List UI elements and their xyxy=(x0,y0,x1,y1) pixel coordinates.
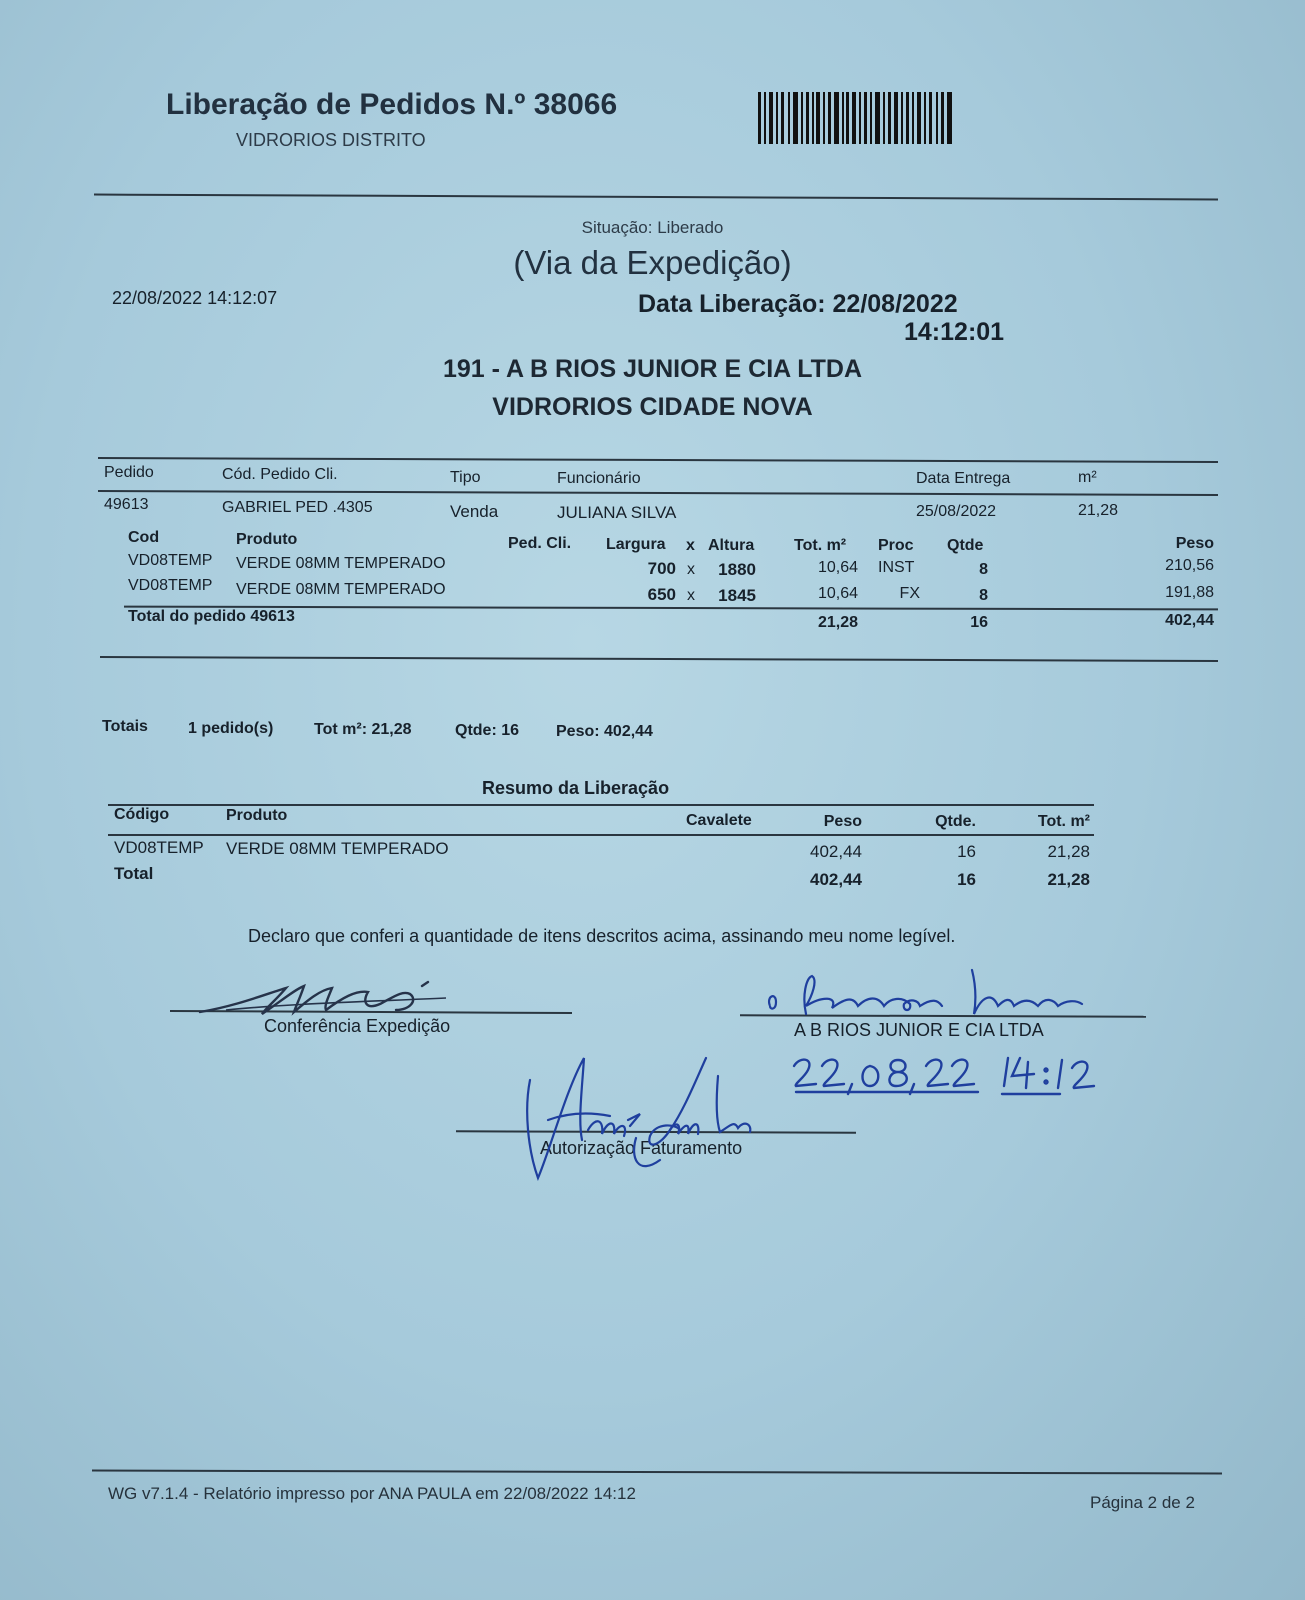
resumo-header-qtde: Qtde. xyxy=(935,813,976,830)
footer-printed-by: WG v7.1.4 - Relatório impresso por ANA PAULA em 22/08/2022 14:12 xyxy=(108,1484,636,1503)
item-row-2-cod: VD08TEMP xyxy=(128,577,213,594)
item-row-1-cod: VD08TEMP xyxy=(128,552,213,569)
item-row-2-peso: 191,88 xyxy=(1165,584,1214,601)
release-date: Data Liberação: 22/08/2022 xyxy=(638,290,958,318)
order-header-line xyxy=(98,490,1218,496)
item-row-1-x: x xyxy=(687,561,695,578)
item-header-altura: Altura xyxy=(708,537,755,554)
signature-label-conferencia: Conferência Expedição xyxy=(264,1016,451,1036)
col-header-data-entrega: Data Entrega xyxy=(916,470,1011,487)
item-row-2-proc: FX xyxy=(899,585,920,602)
item-row-2-x: x xyxy=(687,587,695,604)
issuing-company: VIDRORIOS DISTRITO xyxy=(236,130,426,150)
resumo-row-peso: 402,44 xyxy=(810,842,862,861)
item-row-2-altura: 1845 xyxy=(718,586,756,605)
item-header-proc: Proc xyxy=(878,537,914,554)
order-cod-pedido-cli: GABRIEL PED .4305 xyxy=(222,499,373,516)
col-header-funcionario: Funcionário xyxy=(557,470,641,487)
order-data-entrega: 25/08/2022 xyxy=(916,503,997,520)
item-header-largura: Largura xyxy=(606,536,666,553)
item-row-2-largura: 650 xyxy=(647,585,676,604)
signature-label-cliente: A B RIOS JUNIOR E CIA LTDA xyxy=(794,1020,1044,1040)
footer-divider xyxy=(92,1470,1222,1475)
autorizacao-handwritten-signature xyxy=(520,1050,780,1190)
item-header-cod: Cod xyxy=(128,529,160,546)
resumo-header-produto: Produto xyxy=(226,807,288,824)
item-row-1-proc: INST xyxy=(878,559,915,576)
order-tipo: Venda xyxy=(450,502,499,521)
resumo-row-tot-m2: 21,28 xyxy=(1047,842,1090,861)
totals-tot-m2: Tot m²: 21,28 xyxy=(314,721,412,738)
item-row-1-produto: VERDE 08MM TEMPERADO xyxy=(236,555,446,572)
release-time: 14:12:01 xyxy=(904,318,1005,346)
totals-label: Totais xyxy=(102,718,148,735)
order-funcionario: JULIANA SILVA xyxy=(557,503,677,522)
col-header-tipo: Tipo xyxy=(450,469,481,486)
item-row-2-qtde: 8 xyxy=(979,587,988,604)
order-table-bottom-line xyxy=(100,656,1218,662)
barcode xyxy=(758,92,958,144)
resumo-total-label: Total xyxy=(114,864,154,883)
resumo-top-line xyxy=(108,804,1094,806)
item-row-1-altura: 1880 xyxy=(718,560,756,579)
via-title: (Via da Expedição) xyxy=(513,244,792,281)
declaration-text: Declaro que conferi a quantidade de itens descritos acima, assinando meu nome legível. xyxy=(248,926,956,946)
totals-peso: Peso: 402,44 xyxy=(556,723,653,740)
conferencia-handwritten-signature xyxy=(196,980,466,1020)
footer-page-number: Página 2 de 2 xyxy=(1090,1493,1195,1512)
resumo-header-tot-m2: Tot. m² xyxy=(1037,813,1090,830)
item-row-2-tot-m2: 10,64 xyxy=(817,585,858,602)
order-total-label: Total do pedido 49613 xyxy=(128,608,295,625)
order-pedido: 49613 xyxy=(104,496,149,513)
item-row-2-produto: VERDE 08MM TEMPERADO xyxy=(236,581,446,598)
status-text: Situação: Liberado xyxy=(581,218,724,237)
resumo-total-qtde: 16 xyxy=(957,870,976,889)
col-header-pedido: Pedido xyxy=(104,464,154,481)
cliente-handwritten-signature xyxy=(762,966,1102,1022)
resumo-row-codigo: VD08TEMP xyxy=(114,838,204,857)
order-table-top-line xyxy=(98,457,1218,463)
item-row-1-tot-m2: 10,64 xyxy=(817,559,858,576)
client-name: 191 - A B RIOS JUNIOR E CIA LTDA xyxy=(442,355,863,383)
resumo-header-cavalete: Cavalete xyxy=(686,812,752,829)
order-total-tot-m2: 21,28 xyxy=(817,614,858,631)
client-branch: VIDRORIOS CIDADE NOVA xyxy=(492,393,813,421)
printed-datetime: 22/08/2022 14:12:07 xyxy=(112,288,278,308)
resumo-header-line xyxy=(108,834,1094,836)
resumo-row-qtde: 16 xyxy=(957,842,976,861)
totals-qtde: Qtde: 16 xyxy=(455,722,520,739)
order-m2: 21,28 xyxy=(1078,502,1119,519)
item-header-tot-m2: Tot. m² xyxy=(794,537,847,554)
item-header-produto: Produto xyxy=(236,531,298,548)
resumo-row-produto: VERDE 08MM TEMPERADO xyxy=(226,839,449,858)
item-header-peso: Peso xyxy=(1175,535,1214,552)
resumo-header-codigo: Código xyxy=(114,806,170,823)
document-title: Liberação de Pedidos N.º 38066 xyxy=(166,88,618,121)
order-total-peso: 402,44 xyxy=(1165,612,1214,629)
resumo-title: Resumo da Liberação xyxy=(482,778,670,798)
col-header-m2: m² xyxy=(1078,469,1097,486)
order-total-qtde: 16 xyxy=(970,614,988,631)
item-header-ped-cli: Ped. Cli. xyxy=(508,535,572,552)
item-row-1-largura: 700 xyxy=(647,559,676,578)
col-header-cod-pedido-cli: Cód. Pedido Cli. xyxy=(222,466,338,483)
item-row-1-peso: 210,56 xyxy=(1165,557,1214,574)
resumo-total-tot-m2: 21,28 xyxy=(1047,870,1090,889)
header-divider xyxy=(94,194,1218,201)
handwritten-date xyxy=(790,1052,1130,1104)
resumo-header-peso: Peso xyxy=(823,813,862,830)
item-header-x: x xyxy=(686,537,695,554)
resumo-total-peso: 402,44 xyxy=(810,870,862,889)
signature-label-autorizacao: Autorização Faturamento xyxy=(540,1138,743,1158)
totals-pedidos: 1 pedido(s) xyxy=(188,720,274,737)
item-header-qtde: Qtde xyxy=(947,537,984,554)
item-row-1-qtde: 8 xyxy=(979,561,988,578)
